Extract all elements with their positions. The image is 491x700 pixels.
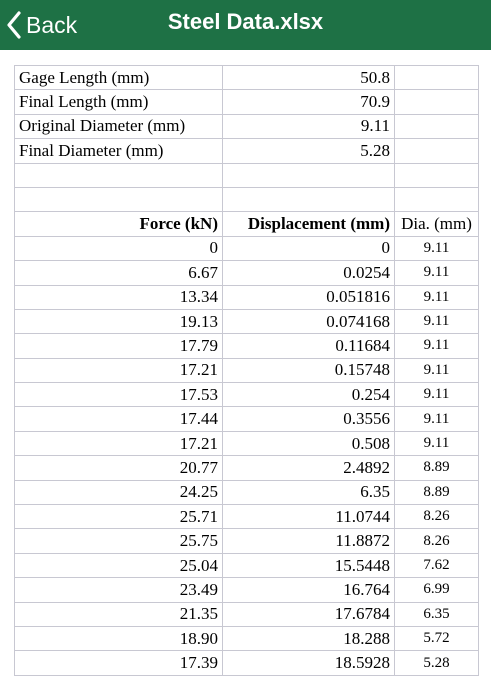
force-cell[interactable]: 17.44 [15, 407, 223, 431]
diameter-cell[interactable]: 8.89 [395, 456, 479, 480]
diameter-cell[interactable]: 9.11 [395, 358, 479, 382]
force-cell[interactable]: 24.25 [15, 480, 223, 504]
diameter-cell[interactable]: 8.26 [395, 529, 479, 553]
property-value[interactable]: 50.8 [223, 66, 395, 90]
force-cell[interactable]: 19.13 [15, 309, 223, 333]
page-title: Steel Data.xlsx [167, 9, 324, 34]
nav-bar [0, 0, 491, 50]
force-cell[interactable]: 17.21 [15, 358, 223, 382]
force-cell[interactable]: 0 [15, 236, 223, 260]
empty-cell[interactable] [223, 163, 395, 187]
empty-cell[interactable] [395, 90, 479, 114]
empty-cell[interactable] [395, 139, 479, 163]
force-cell[interactable]: 17.21 [15, 431, 223, 455]
displacement-cell[interactable]: 0.051816 [223, 285, 395, 309]
diameter-cell[interactable]: 9.11 [395, 383, 479, 407]
empty-cell[interactable] [15, 187, 223, 211]
force-cell[interactable]: 17.53 [15, 383, 223, 407]
property-label[interactable]: Original Diameter (mm) [15, 114, 223, 138]
empty-cell[interactable] [223, 187, 395, 211]
property-value[interactable]: 9.11 [223, 114, 395, 138]
force-cell[interactable]: 20.77 [15, 456, 223, 480]
empty-cell[interactable] [395, 163, 479, 187]
header-row [15, 212, 479, 236]
diameter-cell[interactable]: 6.35 [395, 602, 479, 626]
data-rows [15, 236, 479, 675]
property-label[interactable]: Final Diameter (mm) [15, 139, 223, 163]
diameter-cell[interactable]: 9.11 [395, 334, 479, 358]
diameter-cell[interactable]: 9.11 [395, 236, 479, 260]
force-cell[interactable]: 17.79 [15, 334, 223, 358]
back-label: Back [26, 11, 78, 38]
displacement-cell[interactable]: 0.3556 [223, 407, 395, 431]
property-row [15, 90, 479, 114]
diameter-cell[interactable]: 9.11 [395, 407, 479, 431]
force-cell[interactable]: 25.75 [15, 529, 223, 553]
header-displacement[interactable]: Displacement (mm) [223, 212, 395, 236]
diameter-cell[interactable]: 9.11 [395, 431, 479, 455]
table-row [15, 578, 479, 602]
table-row [15, 456, 479, 480]
table-row [15, 553, 479, 577]
displacement-cell[interactable]: 18.5928 [223, 651, 395, 675]
property-value[interactable]: 70.9 [223, 90, 395, 114]
header-diameter[interactable]: Dia. (mm) [395, 212, 479, 236]
diameter-cell[interactable]: 5.72 [395, 626, 479, 650]
table-row [15, 309, 479, 333]
diameter-cell[interactable]: 9.11 [395, 285, 479, 309]
table-row [15, 383, 479, 407]
displacement-cell[interactable]: 0.15748 [223, 358, 395, 382]
force-cell[interactable]: 25.04 [15, 553, 223, 577]
force-cell[interactable]: 25.71 [15, 505, 223, 529]
table-row [15, 505, 479, 529]
property-label[interactable]: Gage Length (mm) [15, 66, 223, 90]
property-row [15, 114, 479, 138]
table-row [15, 529, 479, 553]
displacement-cell[interactable]: 0.508 [223, 431, 395, 455]
displacement-cell[interactable]: 0.074168 [223, 309, 395, 333]
diameter-cell[interactable]: 6.99 [395, 578, 479, 602]
table-row [15, 358, 479, 382]
table-row [15, 261, 479, 285]
displacement-cell[interactable]: 2.4892 [223, 456, 395, 480]
empty-cell[interactable] [395, 114, 479, 138]
force-cell[interactable]: 21.35 [15, 602, 223, 626]
table-row [15, 236, 479, 260]
displacement-cell[interactable]: 11.8872 [223, 529, 395, 553]
displacement-cell[interactable]: 0.254 [223, 383, 395, 407]
spreadsheet [14, 65, 479, 676]
table-row [15, 626, 479, 650]
displacement-cell[interactable]: 6.35 [223, 480, 395, 504]
table-row [15, 334, 479, 358]
displacement-cell[interactable]: 16.764 [223, 578, 395, 602]
table-row [15, 651, 479, 675]
diameter-cell[interactable]: 8.89 [395, 480, 479, 504]
header-force[interactable]: Force (kN) [15, 212, 223, 236]
empty-row [15, 187, 479, 211]
property-label[interactable]: Final Length (mm) [15, 90, 223, 114]
displacement-cell[interactable]: 0.11684 [223, 334, 395, 358]
displacement-cell[interactable]: 17.6784 [223, 602, 395, 626]
property-value[interactable]: 5.28 [223, 139, 395, 163]
diameter-cell[interactable]: 9.11 [395, 309, 479, 333]
empty-cell[interactable] [395, 187, 479, 211]
table-row [15, 407, 479, 431]
empty-cell[interactable] [15, 163, 223, 187]
displacement-cell[interactable]: 0.0254 [223, 261, 395, 285]
displacement-cell[interactable]: 18.288 [223, 626, 395, 650]
force-cell[interactable]: 13.34 [15, 285, 223, 309]
diameter-cell[interactable]: 8.26 [395, 505, 479, 529]
empty-cell[interactable] [395, 66, 479, 90]
displacement-cell[interactable]: 15.5448 [223, 553, 395, 577]
property-row [15, 66, 479, 90]
table-row [15, 480, 479, 504]
diameter-cell[interactable]: 9.11 [395, 261, 479, 285]
displacement-cell[interactable]: 0 [223, 236, 395, 260]
force-cell[interactable]: 23.49 [15, 578, 223, 602]
property-row [15, 139, 479, 163]
diameter-cell[interactable]: 5.28 [395, 651, 479, 675]
force-cell[interactable]: 17.39 [15, 651, 223, 675]
table-row [15, 602, 479, 626]
force-cell[interactable]: 6.67 [15, 261, 223, 285]
diameter-cell[interactable]: 7.62 [395, 553, 479, 577]
displacement-cell[interactable]: 11.0744 [223, 505, 395, 529]
table-row [15, 431, 479, 455]
empty-row [15, 163, 479, 187]
table-row [15, 285, 479, 309]
force-cell[interactable]: 18.90 [15, 626, 223, 650]
